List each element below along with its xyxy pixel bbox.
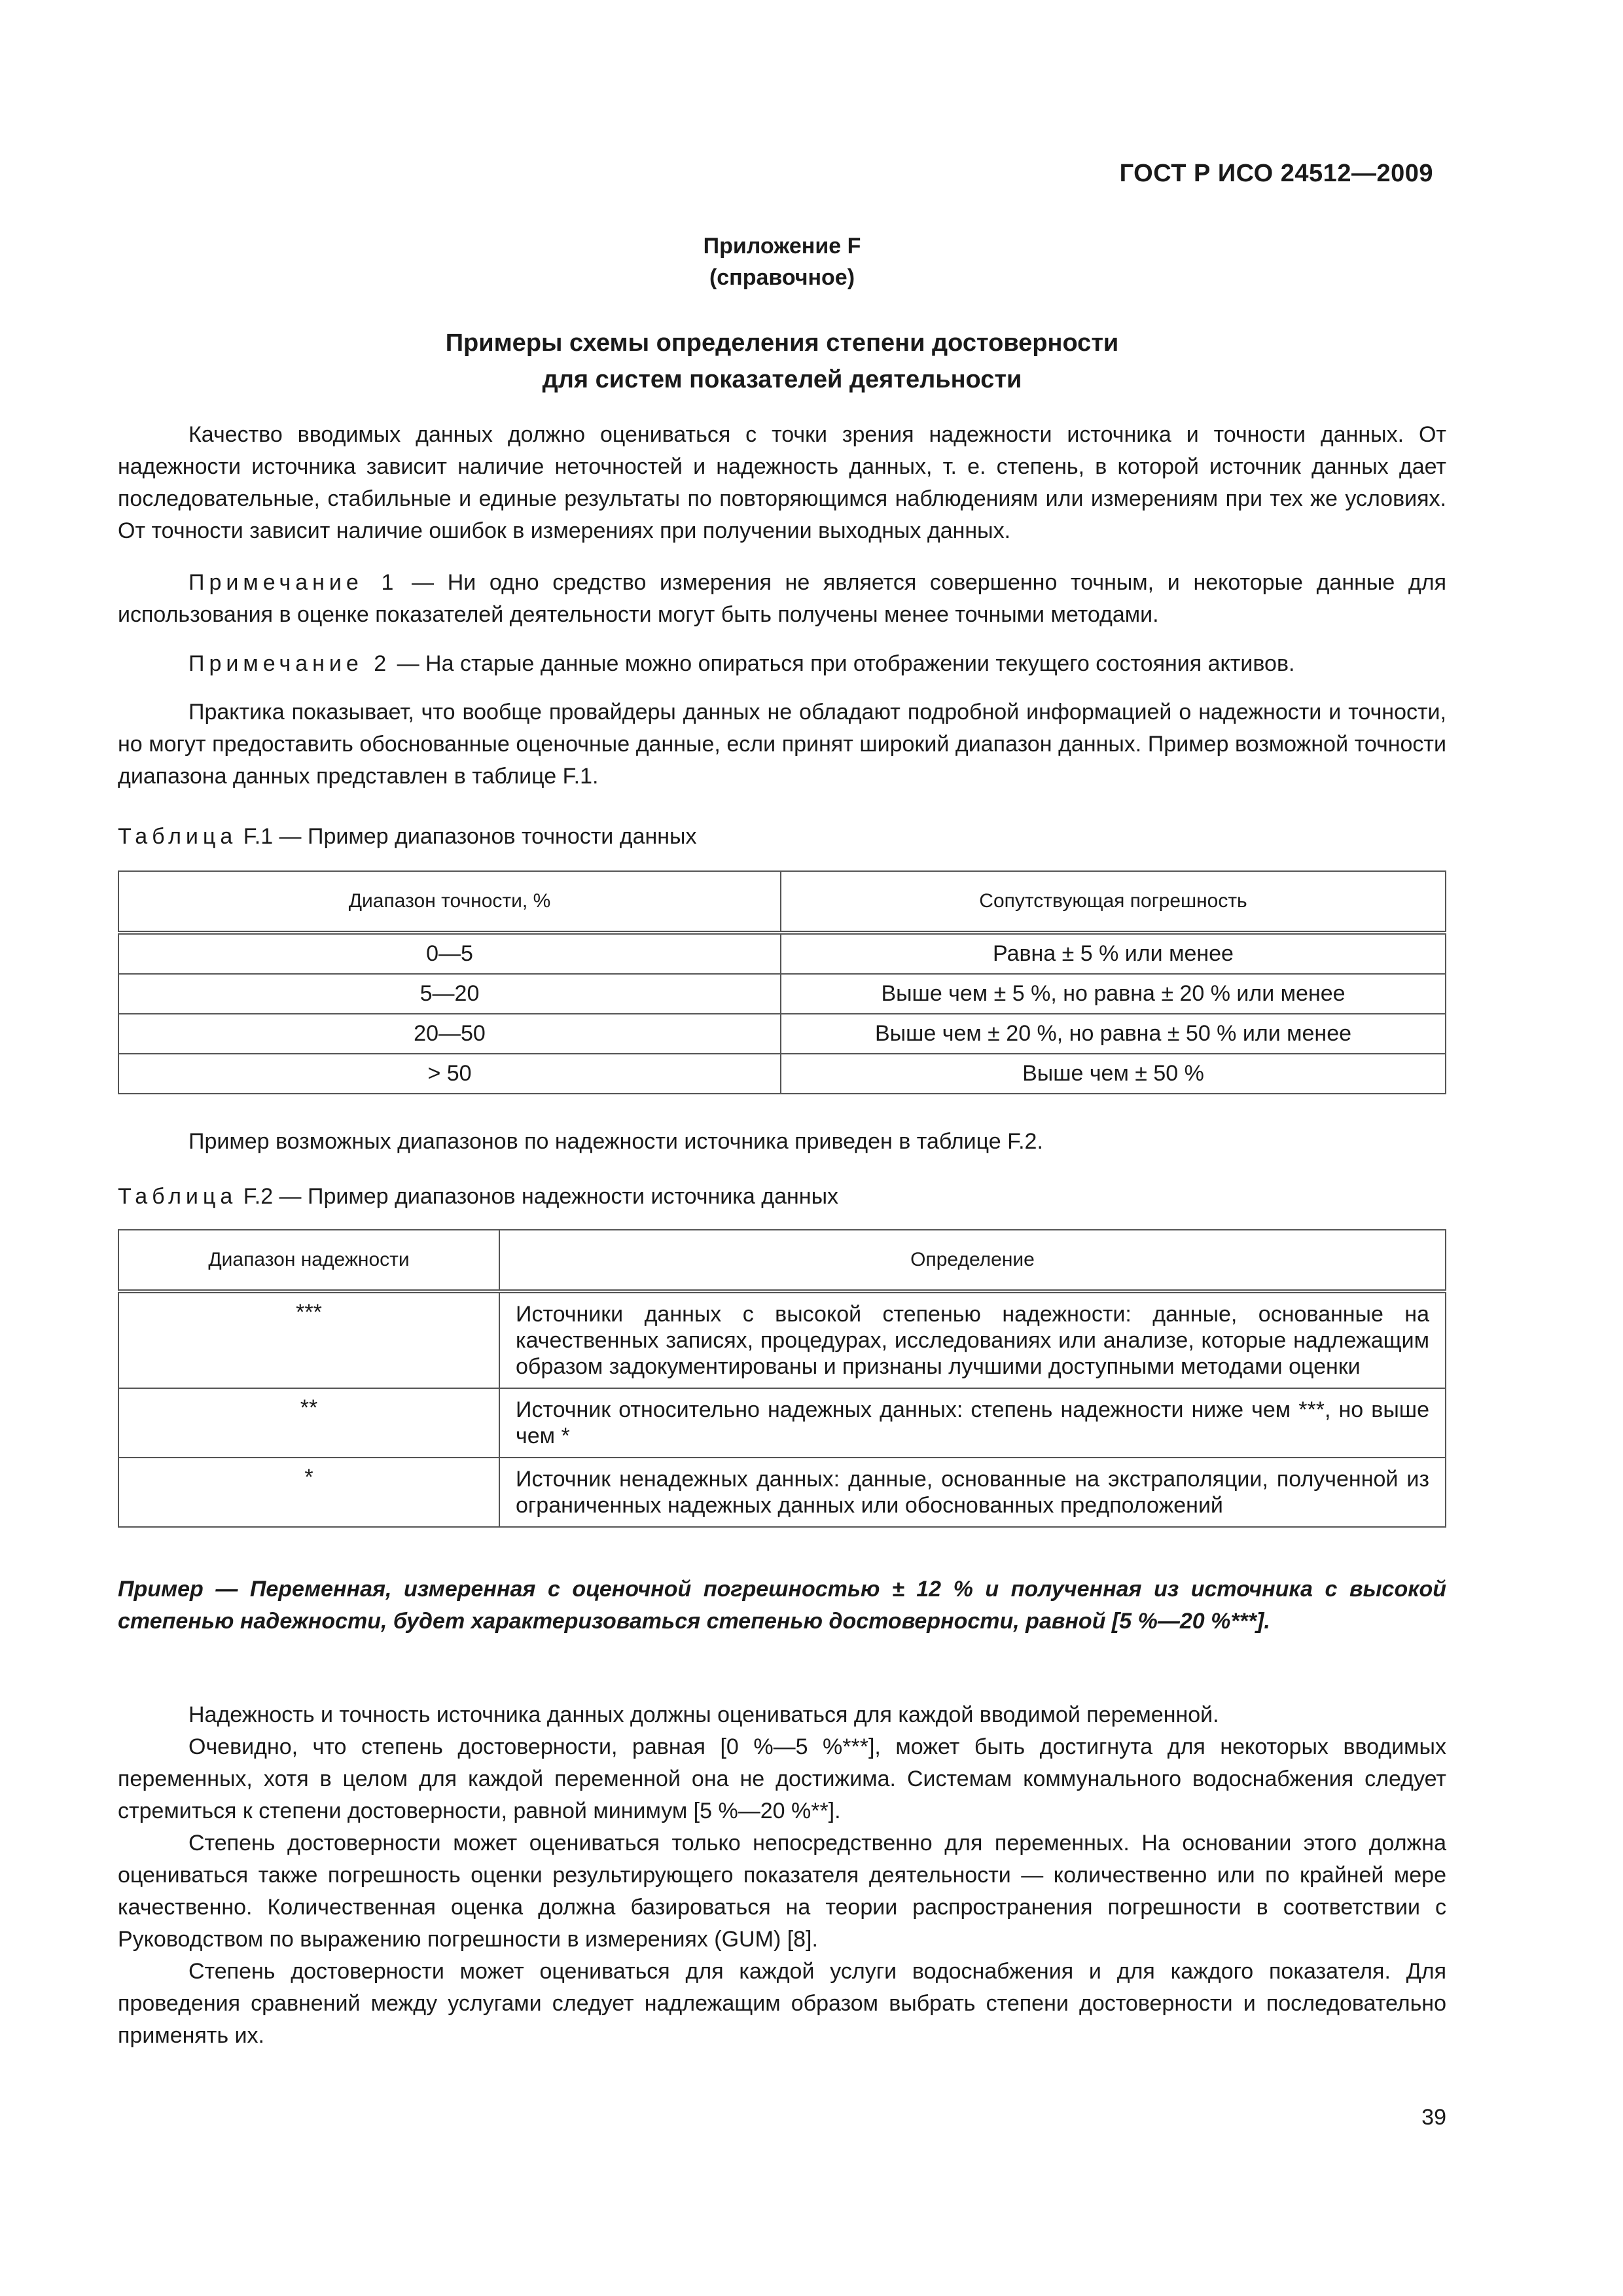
- note-1-text: — Ни одно средство измерения не является совершенно точным, и некоторые данные для использования в оценке показателей деятельности могут быть получены менее точными методами.: [118, 570, 1446, 627]
- standard-code: ГОСТ Р ИСО 24512—2009: [1119, 160, 1433, 187]
- note-1: [118, 567, 1446, 631]
- note-1-label: Примечание 1: [188, 570, 399, 595]
- note-2: [118, 648, 1446, 680]
- page-title-line2: для систем показателей деятельности: [542, 366, 1022, 393]
- table-cell: *: [118, 1458, 499, 1527]
- table-cell: Равна ± 5 % или менее: [781, 933, 1446, 974]
- paragraph-comparison: Степень достоверности может оцениваться для каждой услуги водоснабжения и для каждого показателя. Для проведения сравнений между услугами следует надлежащим образом выбрать степени достоверности и последовательно применять их.: [118, 1959, 1446, 2048]
- table-row: [118, 1054, 1446, 1094]
- table-cell: 0—5: [118, 933, 781, 974]
- table-cell: Источник ненадежных данных: данные, основанные на экстраполяции, полученной из ограниченных надежных данных или обоснованных предположений: [499, 1458, 1446, 1527]
- page-number: 39: [1421, 2105, 1446, 2130]
- table-row: [118, 1388, 1446, 1458]
- table-header-row: [118, 871, 1446, 933]
- table-header-cell: Сопутствующая погрешность: [781, 871, 1446, 933]
- table-row: [118, 933, 1446, 974]
- table-row: [118, 1458, 1446, 1527]
- table1-caption: [118, 821, 696, 852]
- paragraph-obviously: Очевидно, что степень достоверности, равная [0 %—5 %***], может быть достигнута для некоторых вводимых переменных, хотя в целом для каждой переменной она не достижима. Системам коммунального водоснабжения следует стремиться к степени достоверности, равной минимум [5 %—20 %**].: [118, 1734, 1446, 1823]
- table-cell: Источник относительно надежных данных: степень надежности ниже чем ***, но выше чем *: [499, 1388, 1446, 1458]
- table-cell: Выше чем ± 50 %: [781, 1054, 1446, 1094]
- reliability-table: [118, 1229, 1446, 1528]
- appendix-title: Приложение F: [703, 234, 861, 259]
- page-title-line1: Примеры схемы определения степени достоверности: [445, 329, 1119, 357]
- table-cell: > 50: [118, 1054, 781, 1094]
- paragraph-reliability: Надежность и точность источника данных должны оцениваться для каждой вводимой переменной.: [188, 1702, 1219, 1727]
- table-cell: Выше чем ± 20 %, но равна ± 50 % или менее: [781, 1014, 1446, 1054]
- table-row: [118, 974, 1446, 1014]
- table-cell: **: [118, 1388, 499, 1458]
- example-paragraph: Пример — Переменная, измеренная с оценочной погрешностью ± 12 % и полученная из источника с высокой степенью надежности, будет характеризоваться степенью достоверности, равной [5 %—20 %***].: [118, 1577, 1446, 1634]
- table-header-cell: Диапазон точности, %: [118, 871, 781, 933]
- accuracy-table: [118, 870, 1446, 1094]
- table2-caption-text: F.2 — Пример диапазонов надежности источника данных: [237, 1184, 839, 1209]
- note-2-label: Примечание 2: [188, 651, 391, 676]
- table-header-row: [118, 1230, 1446, 1291]
- appendix-type: (справочное): [709, 265, 855, 290]
- table-header-cell: Диапазон надежности: [118, 1230, 499, 1291]
- table1-caption-label: Таблица: [118, 824, 238, 849]
- paragraph-table2-ref: Пример возможных диапазонов по надежности источника приведен в таблице F.2.: [188, 1129, 1043, 1154]
- table-cell: ***: [118, 1291, 499, 1388]
- paragraph-intro: Качество вводимых данных должно оцениваться с точки зрения надежности источника и точности данных. От надежности источника зависит наличие неточностей и надежность данных, т. е. степень, в которой источник данных дает последовательные, стабильные и единые результаты по повторяющимся наблюдениям или измерениям при тех же условиях. От точности зависит наличие ошибок в измерениях при получении выходных данных.: [118, 422, 1446, 543]
- table2-caption: [118, 1181, 838, 1212]
- note-2-text: — На старые данные можно опираться при отображении текущего состояния активов.: [391, 651, 1295, 676]
- table-row: [118, 1291, 1446, 1388]
- table-cell: 5—20: [118, 974, 781, 1014]
- page-title: [118, 325, 1446, 398]
- appendix-heading: [118, 230, 1446, 293]
- table1-caption-text: F.1 — Пример диапазонов точности данных: [237, 824, 697, 849]
- table2-caption-label: Таблица: [118, 1184, 238, 1209]
- table-cell: Источники данных с высокой степенью надежности: данные, основанные на качественных записях, процедурах, исследованиях или анализе, которые надлежащим образом задокументированы и признаны лучшими доступными методами оценки: [499, 1291, 1446, 1388]
- table-cell: 20—50: [118, 1014, 781, 1054]
- table-cell: Выше чем ± 5 %, но равна ± 20 % или менее: [781, 974, 1446, 1014]
- table-header-cell: Определение: [499, 1230, 1446, 1291]
- paragraph-practice: Практика показывает, что вообще провайдеры данных не обладают подробной информацией о надежности и точности, но могут предоставить обоснованные оценочные данные, если принят широкий диапазон данных. Пример возможной точности диапазона данных представлен в таблице F.1.: [118, 700, 1446, 789]
- paragraph-confidence-grade: Степень достоверности может оцениваться только непосредственно для переменных. На основании этого должна оцениваться также погрешность оценки результирующего показателя деятельности — количественно или по крайней мере качественно. Количественная оценка должна базироваться на теории распространения погрешности в соответствии с Руководством по выражению погрешности в измерениях (GUM) [8].: [118, 1831, 1446, 1952]
- table-row: [118, 1014, 1446, 1054]
